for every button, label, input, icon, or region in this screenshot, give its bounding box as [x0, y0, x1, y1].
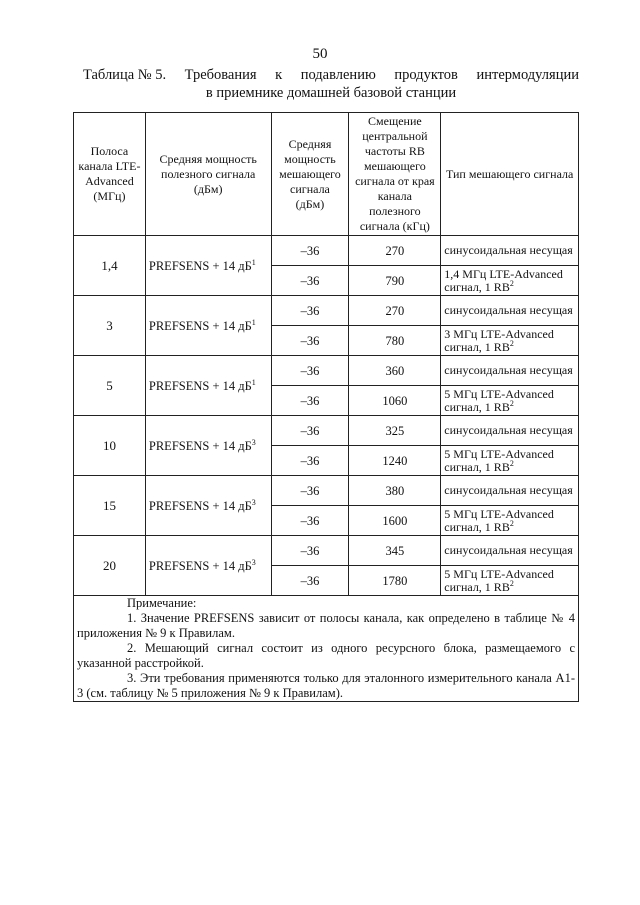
interferer-type-cell: [441, 236, 579, 266]
header-power: Средняя мощность полезного сигнала (дБм): [145, 113, 271, 236]
offset-value: 360: [385, 363, 405, 378]
offset-cell: [349, 296, 441, 326]
table-caption: [83, 66, 579, 102]
footnote-ref: 3: [251, 497, 256, 507]
table-row: [74, 296, 579, 326]
interferer-type-cell: [441, 566, 579, 596]
power-cell: [145, 356, 271, 416]
notes-row: [74, 596, 579, 702]
interferer-level-cell: [271, 506, 349, 536]
table-row: [74, 236, 579, 266]
footnote-ref: 3: [251, 437, 256, 447]
offset-value: 345: [385, 543, 405, 558]
offset-cell: [349, 446, 441, 476]
footnote-ref: 2: [509, 458, 514, 468]
interferer-type-value: 5 МГц LTE-Advanced сигнал, 1 RB: [444, 386, 554, 414]
header-type: Тип мешающего сигнала: [441, 113, 579, 236]
interferer-type-cell: [441, 266, 579, 296]
interferer-level-value: –36: [300, 333, 320, 348]
interferer-level-cell: [271, 446, 349, 476]
interferer-level-cell: [271, 326, 349, 356]
caption-label: Таблица № 5.: [83, 67, 167, 83]
interferer-type-value: синусоидальная несущая: [444, 543, 573, 557]
footnote-ref: 2: [509, 398, 514, 408]
offset-cell: [349, 506, 441, 536]
footnote-ref: 2: [509, 578, 514, 588]
table-row: [74, 536, 579, 566]
interferer-type-value: синусоидальная несущая: [444, 243, 573, 257]
band-cell: [74, 356, 146, 416]
power-value: PREFSENS + 14 дБ: [148, 318, 252, 333]
power-value: PREFSENS + 14 дБ: [148, 558, 252, 573]
offset-cell: [349, 326, 441, 356]
interferer-type-cell: [441, 506, 579, 536]
power-cell: [145, 296, 271, 356]
band-cell: [74, 476, 146, 536]
power-value: PREFSENS + 14 дБ: [148, 258, 252, 273]
interferer-level-value: –36: [300, 543, 320, 558]
interferer-level-cell: [271, 536, 349, 566]
band-value: 5: [106, 377, 113, 393]
page-number: 50: [312, 46, 328, 62]
band-cell: [74, 416, 146, 476]
notes-title: Примечание:: [127, 596, 197, 610]
band-value: 15: [102, 497, 116, 513]
footnote-ref: 3: [251, 557, 256, 567]
power-cell: [145, 416, 271, 476]
interferer-level-value: –36: [300, 363, 320, 378]
notes-cell: [74, 596, 579, 702]
interferer-level-cell: [271, 356, 349, 386]
interferer-type-cell: [441, 296, 579, 326]
interferer-level-cell: [271, 386, 349, 416]
interferer-level-value: –36: [300, 453, 320, 468]
offset-value: 270: [385, 303, 405, 318]
table-body: [74, 236, 579, 596]
offset-value: 270: [385, 243, 405, 258]
band-value: 3: [106, 317, 113, 333]
offset-cell: [349, 266, 441, 296]
interferer-level-cell: [271, 416, 349, 446]
offset-value: 1240: [382, 453, 408, 468]
footnote-ref: 2: [509, 518, 514, 528]
offset-cell: [349, 356, 441, 386]
interferer-type-cell: [441, 416, 579, 446]
footnote-ref: 2: [509, 338, 514, 348]
power-cell: [145, 476, 271, 536]
note-item: 2. Мешающий сигнал состоит из одного ресурсного блока, размещаемого с указанной расстройкой.: [77, 641, 575, 670]
header-offset: Смещение центральной частоты RB мешающего сигнала от края канала полезного сигнала (кГц): [349, 113, 441, 236]
caption-word: интермодуляции: [476, 67, 579, 83]
offset-value: 780: [385, 333, 405, 348]
offset-value: 325: [385, 423, 405, 438]
footnote-ref: 1: [251, 377, 256, 387]
power-value: PREFSENS + 14 дБ: [148, 378, 252, 393]
interferer-level-cell: [271, 296, 349, 326]
interferer-type-cell: [441, 476, 579, 506]
interferer-level-value: –36: [300, 273, 320, 288]
caption-word: продуктов: [394, 67, 458, 83]
interferer-type-value: синусоидальная несущая: [444, 363, 573, 377]
offset-value: 1060: [382, 393, 408, 408]
interferer-level-value: –36: [300, 513, 320, 528]
header-row: [74, 113, 579, 236]
power-cell: [145, 236, 271, 296]
power-value: PREFSENS + 14 дБ: [148, 438, 252, 453]
caption-line-1: [83, 66, 579, 84]
interferer-level-value: –36: [300, 243, 320, 258]
power-value: PREFSENS + 14 дБ: [148, 498, 252, 513]
band-cell: [74, 536, 146, 596]
interferer-type-value: 3 МГц LTE-Advanced сигнал, 1 RB: [444, 326, 554, 354]
interferer-type-value: 5 МГц LTE-Advanced сигнал, 1 RB: [444, 446, 554, 474]
interferer-type-cell: [441, 326, 579, 356]
caption-word: Требования: [184, 67, 257, 83]
band-cell: [74, 296, 146, 356]
interferer-type-cell: [441, 356, 579, 386]
caption-word: к: [275, 67, 283, 83]
header-band: Полоса канала LTE-Advanced (МГц): [74, 113, 146, 236]
footnote-ref: 1: [251, 257, 256, 267]
band-cell: [74, 236, 146, 296]
interferer-level-cell: [271, 566, 349, 596]
offset-value: 1600: [382, 513, 408, 528]
band-value: 20: [102, 557, 116, 573]
interferer-type-value: синусоидальная несущая: [444, 303, 573, 317]
interferer-type-value: 5 МГц LTE-Advanced сигнал, 1 RB: [444, 566, 554, 594]
offset-cell: [349, 536, 441, 566]
offset-value: 380: [385, 483, 405, 498]
table-row: [74, 476, 579, 506]
interferer-type-cell: [441, 536, 579, 566]
header-interferer-level: Средняя мощность мешающего сигнала (дБм): [271, 113, 349, 236]
interferer-level-value: –36: [300, 303, 320, 318]
offset-cell: [349, 416, 441, 446]
interferer-type-value: синусоидальная несущая: [444, 423, 573, 437]
interferer-level-cell: [271, 236, 349, 266]
interferer-type-cell: [441, 386, 579, 416]
interferer-level-value: –36: [300, 483, 320, 498]
note-item: 3. Эти требования применяются только для эталонного измерительного канала А1-3 (см. таблицу № 5 приложения № 9 к Правилам).: [77, 671, 575, 700]
band-value: 1,4: [101, 257, 118, 273]
power-cell: [145, 536, 271, 596]
interferer-level-cell: [271, 266, 349, 296]
note-item: 1. Значение PREFSENS зависит от полосы канала, как определено в таблице № 4 приложения № 9 к Правилам.: [77, 611, 575, 640]
offset-value: 790: [385, 273, 405, 288]
offset-cell: [349, 236, 441, 266]
footnote-ref: 2: [509, 278, 514, 288]
interferer-type-value: 5 МГц LTE-Advanced сигнал, 1 RB: [444, 506, 554, 534]
interferer-level-value: –36: [300, 573, 320, 588]
table-row: [74, 356, 579, 386]
interferer-type-value: 1,4 МГц LTE-Advanced сигнал, 1 RB: [444, 266, 563, 294]
footnote-ref: 1: [251, 317, 256, 327]
table-row: [74, 416, 579, 446]
offset-value: 1780: [382, 573, 408, 588]
offset-cell: [349, 566, 441, 596]
offset-cell: [349, 386, 441, 416]
interferer-level-value: –36: [300, 393, 320, 408]
interferer-type-value: синусоидальная несущая: [444, 483, 573, 497]
requirements-table: [73, 112, 579, 702]
offset-cell: [349, 476, 441, 506]
caption-line-2: в приемнике домашней базовой станции: [205, 85, 457, 101]
band-value: 10: [102, 437, 116, 453]
interferer-level-value: –36: [300, 423, 320, 438]
caption-word: подавлению: [300, 67, 376, 83]
interferer-type-cell: [441, 446, 579, 476]
interferer-level-cell: [271, 476, 349, 506]
